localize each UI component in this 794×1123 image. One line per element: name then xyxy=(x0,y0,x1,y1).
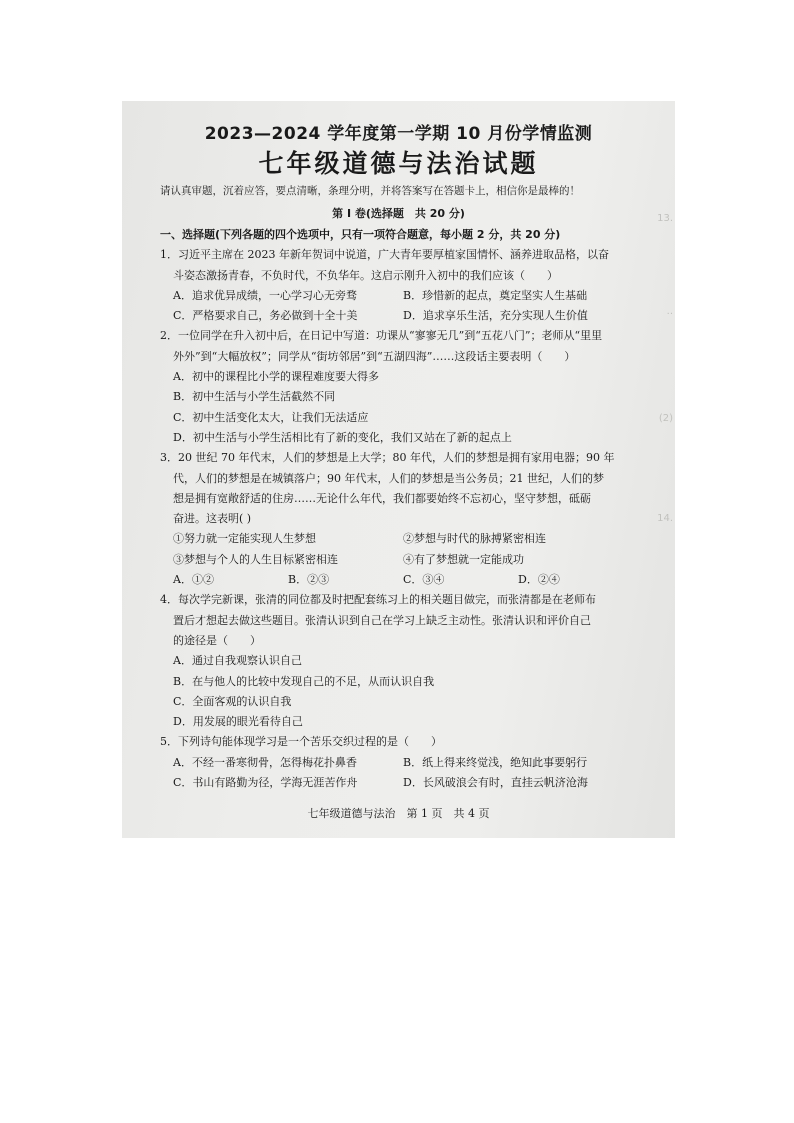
bleed-through-mark: (2) xyxy=(658,413,673,424)
question-stem: 置后才想起去做这些题目。张清认识到自己在学习上缺乏主动性。张清认识和评价自己 xyxy=(173,613,591,627)
question-stem: 的途径是（ ） xyxy=(173,633,261,647)
question-list xyxy=(160,225,660,793)
option-d: D．初中生活与小学生活相比有了新的变化，我们又站在了新的起点上 xyxy=(173,430,512,444)
part-heading: 第 I 卷(选择题 共 20 分) xyxy=(332,207,465,220)
question-4 xyxy=(160,590,660,732)
option-c: C．③④ xyxy=(403,573,445,587)
bleed-through-mark: ·· xyxy=(666,309,673,320)
statement-3: ③梦想与个人的人生目标紧密相连 xyxy=(173,552,338,566)
option-b: B．②③ xyxy=(288,573,330,587)
question-stem: 4．每次学完新课，张清的同位都及时把配套练习上的相关题目做完，而张清都是在老师布 xyxy=(160,593,596,607)
option-a: A．①② xyxy=(173,573,214,587)
statement-4: ④有了梦想就一定能成功 xyxy=(403,552,524,566)
option-c: C．严格要求自己，务必做到十全十美 xyxy=(173,309,358,323)
option-a: A．初中的课程比小学的课程难度要大得多 xyxy=(173,370,379,384)
statement-2: ②梦想与时代的脉搏紧密相连 xyxy=(403,532,546,546)
option-a: A．不经一番寒彻骨，怎得梅花扑鼻香 xyxy=(173,755,357,769)
statement-1: ①努力就一定能实现人生梦想 xyxy=(173,532,316,546)
exam-page xyxy=(122,101,675,838)
option-d: D．长风破浪会有时，直挂云帆济沧海 xyxy=(403,776,588,790)
exam-period-title: 2023—2024 学年度第一学期 10 月份学情监测 xyxy=(204,124,593,144)
exam-subject-title: 七年级道德与法治试题 xyxy=(258,149,539,178)
option-b: B．在与他人的比较中发现自己的不足，从而认识自我 xyxy=(173,674,435,688)
question-stem: 5．下列诗句能体现学习是一个苦乐交织过程的是（ ） xyxy=(160,735,442,749)
question-stem: 外外”到“大幅放权”；同学从“街坊邻居”到“五湖四海”……这段话主要表明（ ） xyxy=(173,349,576,363)
exam-instructions: 请认真审题，沉着应答，要点清晰，条理分明，并将答案写在答题卡上，相信你是最棒的！ xyxy=(160,185,580,197)
question-stem: 2．一位同学在升入初中后，在日记中写道：功课从“寥寥无几”到“五花八门”；老师从“里里 xyxy=(160,329,603,343)
question-stem: 代，人们的梦想是在城镇落户；90 年代末，人们的梦想是当公务员；21 世纪，人们的梦 xyxy=(173,471,604,485)
question-2 xyxy=(160,326,660,448)
question-stem: 1．习近平主席在 2023 年新年贺词中说道，广大青年要厚植家国情怀、涵养进取品格，以奋 xyxy=(160,248,609,262)
page-footer: 七年级道德与法治 第 1 页 共 4 页 xyxy=(307,807,490,820)
option-b: B．珍惜新的起点，奠定坚实人生基础 xyxy=(403,288,588,302)
option-b: B．纸上得来终觉浅，绝知此事要躬行 xyxy=(403,755,588,769)
question-3 xyxy=(160,448,660,590)
option-d: D．追求享乐生活，充分实现人生价值 xyxy=(403,309,588,323)
option-c: C．初中生活变化太大，让我们无法适应 xyxy=(173,410,369,424)
question-stem: 奋进。这表明( ) xyxy=(173,512,252,526)
bleed-through-mark: 13. xyxy=(657,213,673,224)
option-b: B．初中生活与小学生活截然不同 xyxy=(173,390,336,404)
question-stem: 3．20 世纪 70 年代末，人们的梦想是上大学；80 年代，人们的梦想是拥有家用电器；90 年 xyxy=(160,451,615,465)
option-c: C．全面客观的认识自我 xyxy=(173,694,292,708)
question-stem: 斗姿态激扬青春，不负时代，不负华年。这启示刚升入初中的我们应该（ ） xyxy=(173,268,558,282)
bleed-through-mark: 14. xyxy=(657,513,673,524)
option-d: D．用发展的眼光看待自己 xyxy=(173,715,303,729)
question-5 xyxy=(160,732,660,793)
question-stem: 想是拥有宽敞舒适的住房……无论什么年代，我们都要始终不忘初心，坚守梦想，砥砺 xyxy=(173,491,591,505)
section-heading: 一、选择题(下列各题的四个选项中，只有一项符合题意，每小题 2 分，共 20 分) xyxy=(160,228,561,241)
question-1 xyxy=(160,245,660,326)
option-a: A．追求优异成绩，一心学习心无旁骛 xyxy=(173,288,357,302)
option-c: C．书山有路勤为径，学海无涯苦作舟 xyxy=(173,776,358,790)
option-d: D．②④ xyxy=(518,573,560,587)
option-a: A．通过自我观察认识自己 xyxy=(173,654,302,668)
